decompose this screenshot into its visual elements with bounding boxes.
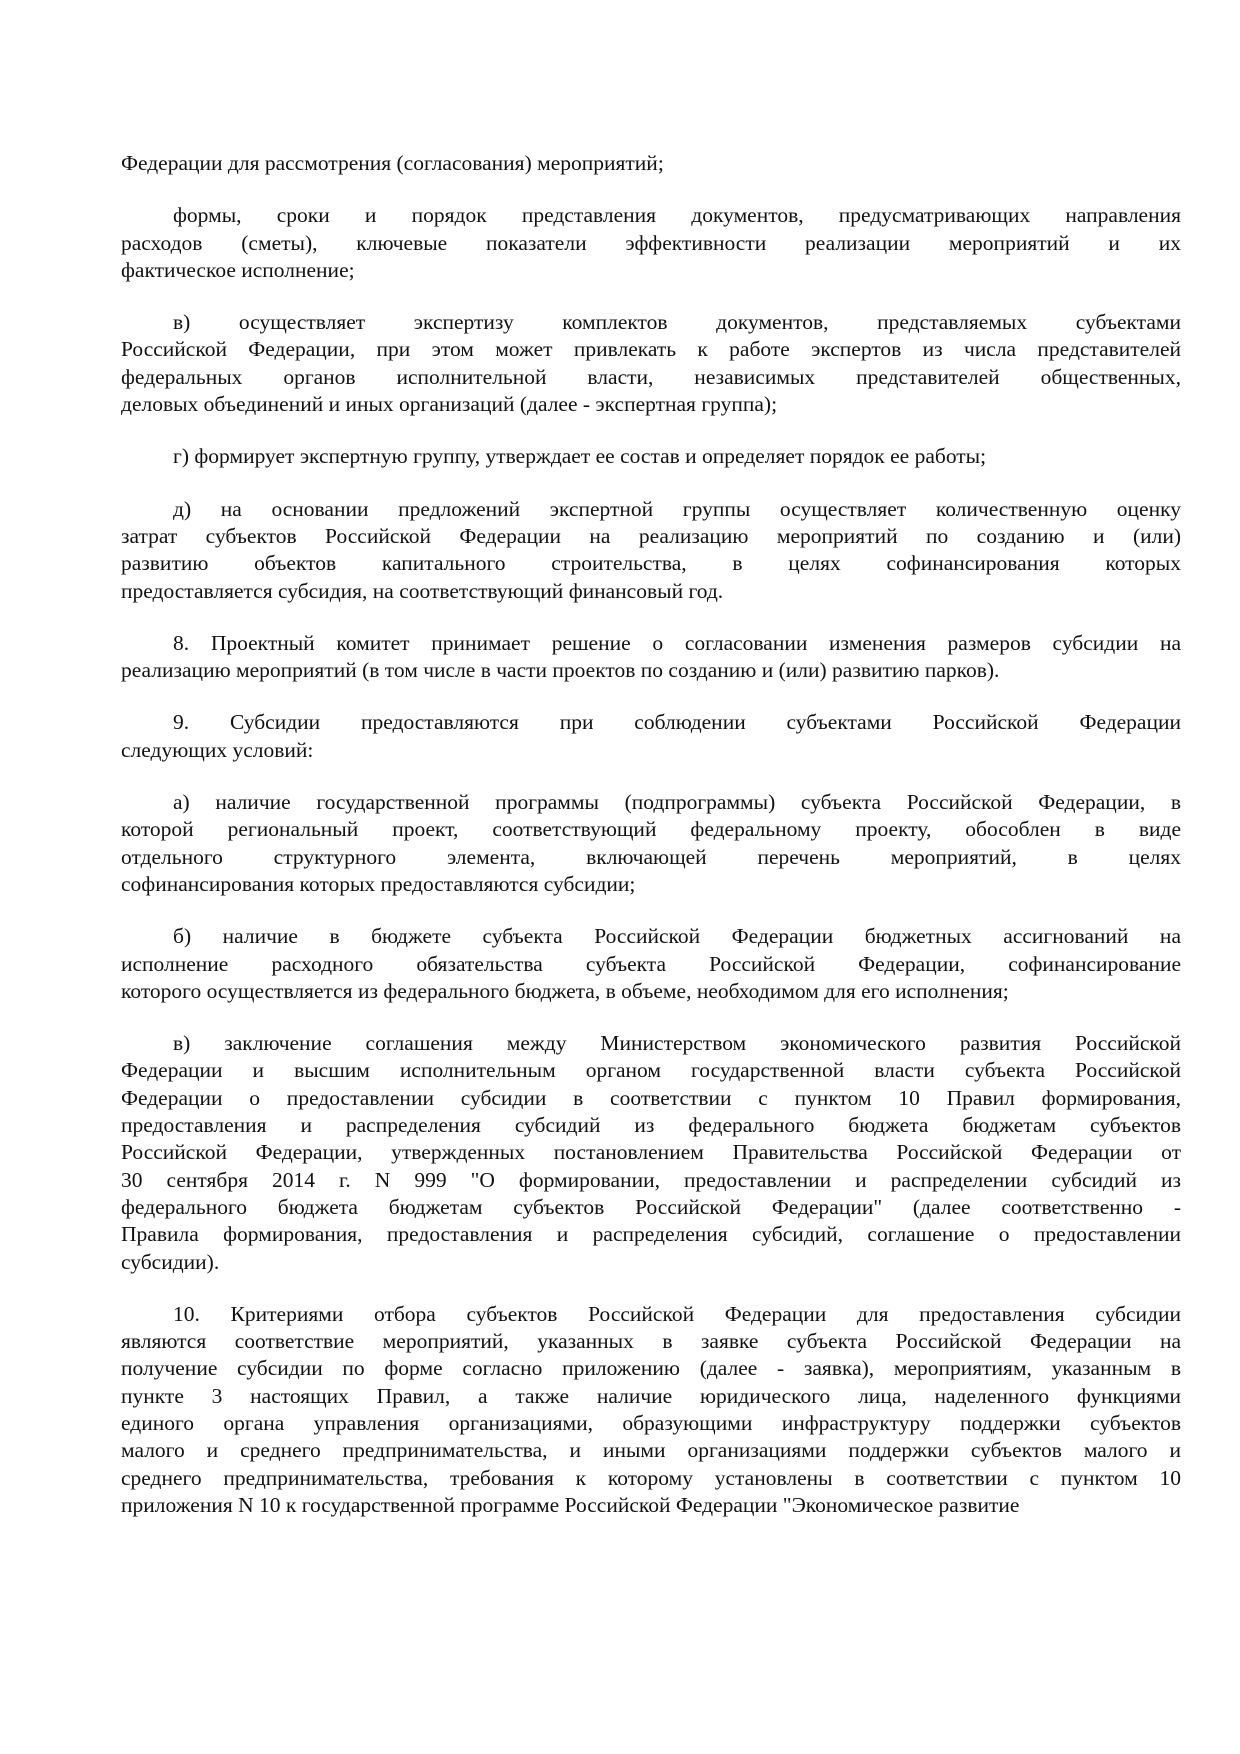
- text-line: предоставляется субсидия, на соответствующий финансовый год.: [121, 578, 724, 603]
- paragraph: [121, 630, 1181, 685]
- text-line: Федерации для рассмотрения (согласования) мероприятий;: [121, 151, 664, 175]
- text-line: Правила формирования, предоставления и распределения субсидий, соглашение о предоставлении: [121, 1222, 1181, 1247]
- document-page: [121, 150, 1181, 1544]
- text-line: софинансирования которых предоставляются субсидии;: [121, 871, 636, 896]
- text-line: которой региональный проект, соответствующий федеральному проекту, обособлен в виде: [121, 817, 1181, 842]
- text-line: б) наличие в бюджете субъекта Российской Федерации бюджетных ассигнований на: [173, 924, 1181, 949]
- paragraph: [121, 309, 1181, 418]
- text-line: приложения N 10 к государственной программе Российской Федерации "Экономическое развитие: [121, 1492, 1020, 1517]
- paragraph: [121, 709, 1181, 764]
- paragraph: [121, 202, 1181, 284]
- text-line: Федерации о предоставлении субсидии в соответствии с пунктом 10 Правил формирования,: [121, 1085, 1181, 1110]
- text-line: являются соответствие мероприятий, указанных в заявке субъекта Российской Федерации на: [121, 1329, 1181, 1354]
- text-line: в) осуществляет экспертизу комплектов документов, представляемых субъектами: [173, 310, 1181, 335]
- text-line: субсидии).: [121, 1249, 220, 1274]
- paragraph: [121, 443, 1181, 470]
- text-line: федерального бюджета бюджетам субъектов Российской Федерации" (далее соответственно -: [121, 1194, 1181, 1219]
- text-line: среднего предпринимательства, требования к которому установлены в соответствии с пунктом 10: [121, 1465, 1181, 1490]
- text-line: в) заключение соглашения между Министерством экономического развития Российской: [173, 1031, 1181, 1056]
- text-line: формы, сроки и порядок представления документов, предусматривающих направления: [173, 203, 1181, 228]
- text-line: пункте 3 настоящих Правил, а также наличие юридического лица, наделенного функциями: [121, 1383, 1181, 1408]
- text-line: получение субсидии по форме согласно приложению (далее - заявка), мероприятиям, указанным в: [121, 1356, 1181, 1381]
- text-line: г) формирует экспертную группу, утверждает ее состав и определяет порядок ее работы;: [173, 444, 987, 469]
- text-line: 10. Критериями отбора субъектов Российской Федерации для предоставления субсидии: [173, 1301, 1181, 1326]
- text-line: следующих условий:: [121, 737, 314, 762]
- text-line: реализацию мероприятий (в том числе в части проектов по созданию и (или) развитию парков).: [121, 658, 1000, 683]
- text-line: деловых объединений и иных организаций (далее - экспертная группа);: [121, 392, 778, 417]
- paragraph: [121, 1030, 1181, 1276]
- text-line: а) наличие государственной программы (подпрограммы) субъекта Российской Федерации, в: [173, 790, 1181, 815]
- text-line: отдельного структурного элемента, включающей перечень мероприятий, в целях: [121, 844, 1181, 869]
- text-line: Федерации и высшим исполнительным органом государственной власти субъекта Российской: [121, 1058, 1181, 1083]
- text-line: расходов (сметы), ключевые показатели эффективности реализации мероприятий и их: [121, 230, 1181, 255]
- text-line: малого и среднего предпринимательства, и иными организациями поддержки субъектов малого и: [121, 1438, 1181, 1463]
- paragraph: [121, 150, 1181, 177]
- text-line: Российской Федерации, утвержденных постановлением Правительства Российской Федерации от: [121, 1140, 1181, 1165]
- text-line: 9. Субсидии предоставляются при соблюдении субъектами Российской Федерации: [173, 710, 1181, 735]
- text-line: Российской Федерации, при этом может привлекать к работе экспертов из числа представителей: [121, 337, 1181, 362]
- text-line: единого органа управления организациями, образующими инфраструктуру поддержки субъектов: [121, 1410, 1181, 1435]
- text-line: предоставления и распределения субсидий из федерального бюджета бюджетам субъектов: [121, 1113, 1181, 1138]
- paragraph: [121, 496, 1181, 605]
- text-line: фактическое исполнение;: [121, 257, 355, 282]
- text-line: 8. Проектный комитет принимает решение о согласовании изменения размеров субсидии на: [173, 630, 1181, 655]
- text-line: федеральных органов исполнительной власти, независимых представителей общественных,: [121, 364, 1181, 389]
- paragraph: [121, 789, 1181, 898]
- text-line: д) на основании предложений экспертной группы осуществляет количественную оценку: [173, 496, 1181, 521]
- text-line: 30 сентября 2014 г. N 999 "О формировании, предоставлении и распределении субсидий из: [121, 1167, 1181, 1192]
- paragraph: [121, 923, 1181, 1005]
- paragraph: [121, 1301, 1181, 1519]
- text-line: исполнение расходного обязательства субъекта Российской Федерации, софинансирование: [121, 951, 1181, 976]
- text-line: которого осуществляется из федерального бюджета, в объеме, необходимом для его исполнения;: [121, 978, 1009, 1003]
- text-line: затрат субъектов Российской Федерации на реализацию мероприятий по созданию и (или): [121, 523, 1181, 548]
- text-line: развитию объектов капитального строительства, в целях софинансирования которых: [121, 551, 1181, 576]
